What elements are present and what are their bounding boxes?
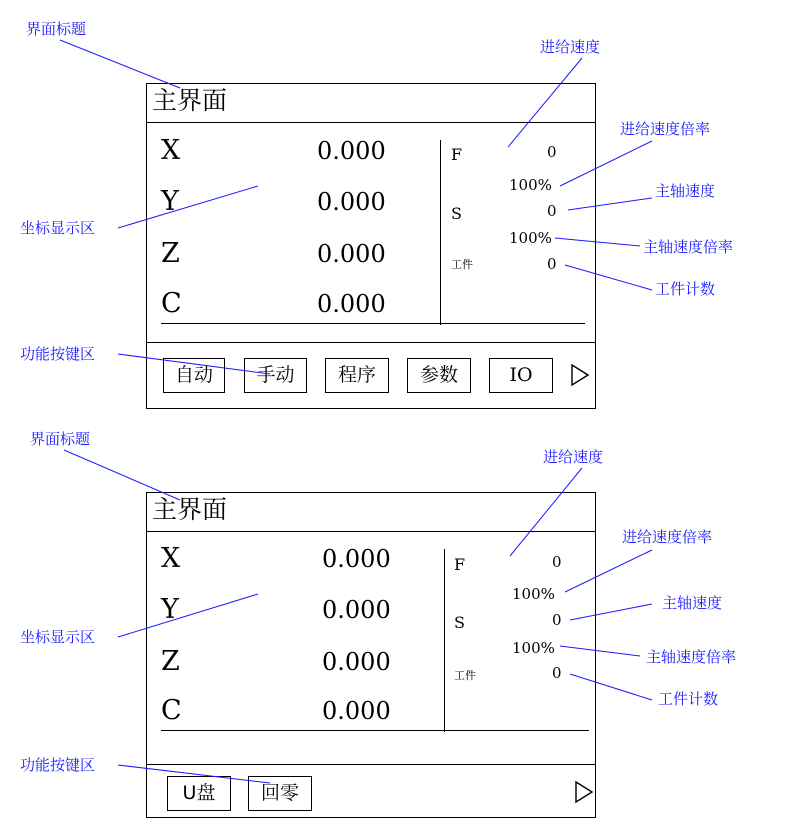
axis-label-y: Y <box>161 186 179 217</box>
callout-feed-speed: 进给速度 <box>543 448 604 466</box>
title-divider <box>147 531 595 532</box>
panel-title: 主界面 <box>152 86 228 115</box>
callout-spindle-speed: 主轴速度 <box>655 182 716 200</box>
callout-spindle-override: 主轴速度倍率 <box>646 648 737 666</box>
feed-value: 0 <box>552 553 562 571</box>
function-bar-divider <box>147 342 595 343</box>
spindle-value: 0 <box>547 202 557 220</box>
workpiece-label: 工件 <box>454 669 476 682</box>
callout-spindle-override: 主轴速度倍率 <box>643 238 734 256</box>
workpiece-value: 0 <box>552 664 562 682</box>
feed-label: F <box>454 555 466 574</box>
play-triangle-icon[interactable] <box>574 780 594 804</box>
feed-value: 0 <box>547 143 557 161</box>
axis-value-y: 0.000 <box>317 188 386 216</box>
workpiece-value: 0 <box>547 255 557 273</box>
parameter-button[interactable]: 参数 <box>407 358 471 393</box>
workpiece-label: 工件 <box>451 258 473 271</box>
callout-coords: 坐标显示区 <box>20 219 96 237</box>
axis-value-z: 0.000 <box>322 648 391 676</box>
callout-title: 界面标题 <box>26 20 87 38</box>
callout-workpiece-count: 工件计数 <box>655 280 716 298</box>
usb-disk-button[interactable]: U盘 <box>167 776 231 811</box>
column-divider <box>444 549 445 732</box>
callout-feed-override: 进给速度倍率 <box>622 528 713 546</box>
panel-title: 主界面 <box>152 495 228 524</box>
program-button[interactable]: 程序 <box>325 358 389 393</box>
spindle-value: 0 <box>552 611 562 629</box>
data-bottom-rule <box>161 323 585 324</box>
callout-coords: 坐标显示区 <box>20 628 96 646</box>
callout-feed-speed: 进给速度 <box>540 38 601 56</box>
feed-override: 100% <box>509 176 552 194</box>
spindle-label: S <box>451 204 462 223</box>
main-screen-panel <box>146 492 596 818</box>
column-divider <box>440 140 441 325</box>
callout-function-keys: 功能按键区 <box>20 756 96 774</box>
title-divider <box>147 122 595 123</box>
axis-value-z: 0.000 <box>317 240 386 268</box>
axis-label-z: Z <box>161 646 180 677</box>
function-bar-divider <box>147 764 595 765</box>
feed-override: 100% <box>512 585 555 603</box>
callout-workpiece-count: 工件计数 <box>658 690 719 708</box>
axis-value-c: 0.000 <box>322 697 391 725</box>
callout-title: 界面标题 <box>30 430 91 448</box>
axis-label-z: Z <box>161 238 180 269</box>
spindle-label: S <box>454 613 465 632</box>
axis-label-c: C <box>161 288 182 319</box>
axis-label-y: Y <box>161 594 179 625</box>
axis-label-x: X <box>161 543 181 574</box>
home-return-button[interactable]: 回零 <box>248 776 312 811</box>
axis-label-x: X <box>161 135 181 166</box>
callout-function-keys: 功能按键区 <box>20 345 96 363</box>
io-button[interactable]: IO <box>489 358 553 393</box>
callout-feed-override: 进给速度倍率 <box>620 120 711 138</box>
callout-spindle-speed: 主轴速度 <box>662 594 723 612</box>
play-triangle-icon[interactable] <box>570 363 590 387</box>
auto-button[interactable]: 自动 <box>163 358 225 393</box>
axis-label-c: C <box>161 695 182 726</box>
feed-label: F <box>451 145 463 164</box>
spindle-override: 100% <box>512 639 555 657</box>
axis-value-c: 0.000 <box>317 290 386 318</box>
axis-value-x: 0.000 <box>317 137 386 165</box>
manual-button[interactable]: 手动 <box>244 358 307 393</box>
axis-value-y: 0.000 <box>322 596 391 624</box>
spindle-override: 100% <box>509 229 552 247</box>
data-bottom-rule <box>161 730 589 731</box>
leader-title <box>60 40 180 88</box>
main-screen-panel <box>146 83 596 409</box>
axis-value-x: 0.000 <box>322 545 391 573</box>
